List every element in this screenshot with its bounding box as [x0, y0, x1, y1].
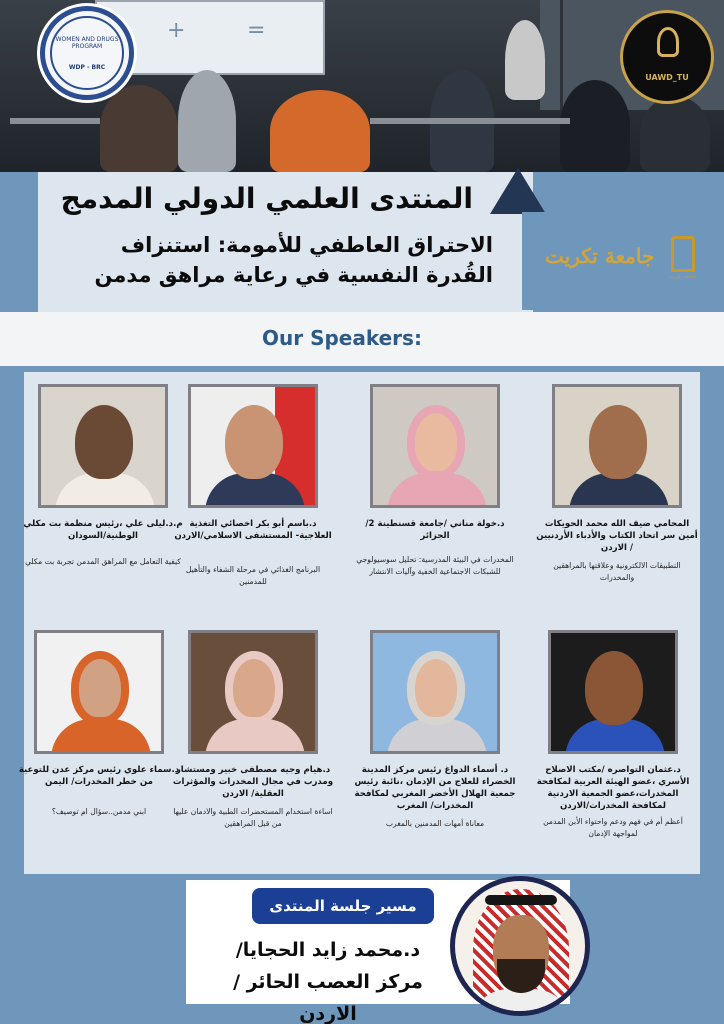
- speaker-name: د.عثمان التواصره /مكتب الاصلاح الأسري ،عضو الهيئة العربية لمكافحة المخدرات،عضو الجمعية الاردنية لمكافحة المخدرات/الاردن: [536, 765, 690, 811]
- speaker-photo: [552, 384, 682, 508]
- women-drugs-program-logo-inner: [50, 16, 124, 90]
- university-name: جامعة تكريت: [545, 244, 655, 268]
- agal-band: [485, 895, 557, 905]
- speaker-photo: [188, 630, 318, 754]
- logo-bottom-text: WDP - BRC: [68, 63, 106, 71]
- speaker-name: المحامي ضيف الله محمد الحويكات أمين سر اتحاد الكتاب والأدباء الأردنيين / الاردن: [536, 519, 698, 553]
- audience-member: [178, 70, 236, 172]
- speaker-name: د.خولة مناني /جامعة قسنطينة 2/ الجزائر: [365, 519, 505, 541]
- table: [370, 118, 570, 124]
- speaker-photo-face: [407, 405, 465, 479]
- speakers-heading: Our Speakers:: [262, 326, 422, 350]
- audience-member: [270, 90, 370, 172]
- speaker-photo: [188, 384, 318, 508]
- equals-icon: =: [247, 18, 266, 43]
- speaker-name: د.باسم أبو بكر اخصائي التغذية العلاجية- المستشفى الاسلامي/الاردن: [174, 519, 332, 541]
- speaker-topic: البرنامج الغذائي في مرحلة الشفاء والتأهيل للمدمنين: [185, 565, 321, 586]
- header-photo: [0, 0, 724, 172]
- speaker-photo: [548, 630, 678, 754]
- presenter-figure: [505, 20, 545, 100]
- audience-member: [100, 85, 178, 172]
- speaker-photo-face: [589, 405, 647, 479]
- decorative-triangle: [490, 168, 546, 214]
- plus-icon: +: [167, 18, 186, 43]
- moderator-role-badge: مسير جلسة المنتدى: [252, 888, 434, 924]
- speaker-topic: أعظم أم في فهم ودعم واحتواء الأبن المدمن لمواجهة الإدمان: [543, 817, 683, 838]
- uawd-logo: [620, 10, 714, 104]
- audience-member: [560, 80, 630, 172]
- speaker-photo-face: [75, 405, 133, 479]
- moderator-name: د.محمد زايد الحجايا/مركز العصب الحائر / الاردن: [233, 939, 423, 1024]
- uawd-logo-text: UAWD_TU: [645, 72, 689, 82]
- uawd-emblem-icon: [657, 27, 679, 57]
- speaker-topic: اساءة استخدام المستحضرات الطبية والادمان عليها من قبل المراهقين: [173, 807, 333, 828]
- tikrit-university-logo: [545, 236, 715, 282]
- audience-member: [640, 96, 710, 172]
- speaker-topic: كيفية التعامل مع المراهق المدمن تجربة بت مكلي: [25, 557, 181, 566]
- speakers-heading-bar: [0, 312, 724, 366]
- speaker-topic: ابني مدمن..سؤال ام توصيف؟: [51, 807, 147, 816]
- page-title: المنتدى العلمي الدولي المدمج: [60, 182, 473, 215]
- speaker-photo-face: [225, 405, 283, 479]
- page-subtitle: الاحتراق العاطفي للأمومة: استنزاف القُدرة النفسية في رعاية مراهق مدمن: [94, 233, 493, 287]
- speaker-photo: [370, 384, 500, 508]
- speaker-topic: التطبيقات الالكترونية وعلاقتها بالمراهقين والمخدرات: [553, 561, 681, 582]
- speaker-photo-face: [407, 651, 465, 725]
- moderator-photo: [450, 876, 590, 1016]
- speaker-photo: [370, 630, 500, 754]
- table: [10, 118, 100, 124]
- speaker-name: م.د.ليلى علي ،رئيس منظمة بت مكلي الوطنية/السودان: [23, 519, 183, 541]
- university-emblem-caption: جامعة تكريت: [669, 274, 697, 280]
- university-emblem-icon: [671, 236, 695, 272]
- women-drugs-program-logo: [40, 6, 134, 100]
- speaker-photo-face: [71, 651, 129, 725]
- speaker-photo-face: [225, 651, 283, 725]
- speaker-photo: [34, 630, 164, 754]
- speaker-photo-face: [585, 651, 643, 725]
- speaker-name: د. أسماء الدواغ رئيس مركز المدينة الخضراء للعلاج من الإدمان ،نائبة رئيس جمعية الهلال الأخضر المغربي لمكافحة المخدرات/ المغرب: [354, 765, 516, 811]
- speaker-topic: المخدرات في البيئة المدرسية: تحليل سوسيولوجي للشبكات الاجتماعية الخفية وآليات الانتشار: [356, 555, 514, 576]
- speaker-photo: [38, 384, 168, 508]
- logo-top-text: WOMEN AND DRUGS PROGRAM: [55, 35, 119, 50]
- speaker-name: د.سماء علوي رئيس مركز عدن للتوعية من خطر المخدرات/ اليمن: [18, 765, 180, 787]
- title-panel: [38, 172, 533, 312]
- speaker-topic: معاناة أمهات المدمنين بالمغرب: [385, 819, 485, 828]
- speaker-name: د.هيام وجيه مصطفى خبير ومستشار ومدرب في مجال المخدرات والمؤثرات العقلية/ الاردن: [172, 765, 334, 799]
